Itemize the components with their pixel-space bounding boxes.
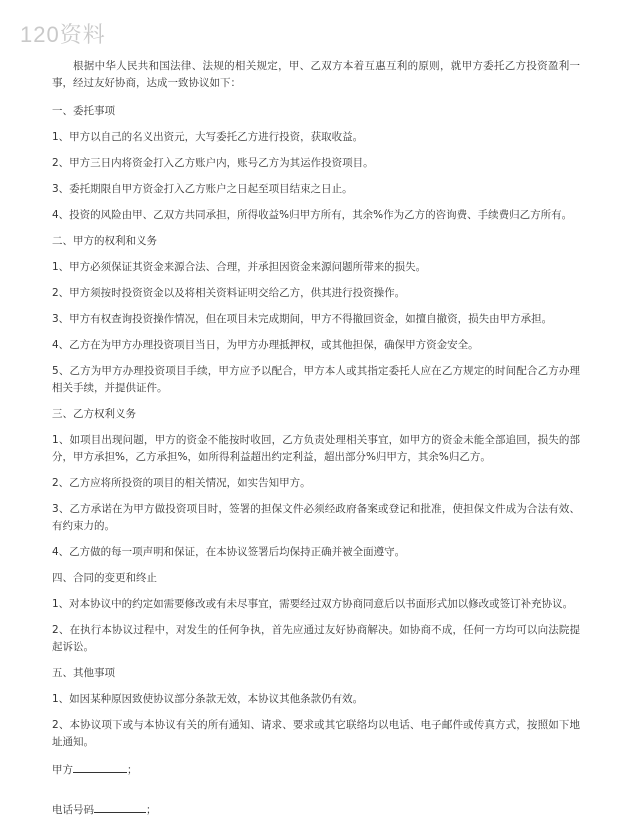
clause: 1、对本协议中的约定如需要修改或有未尽事宜，需要经过双方协商同意后以书面形式加以修改或签订补充协议。 (52, 598, 574, 610)
clause: 5、乙方为甲方办理投资项目手续，甲方应予以配合，甲方本人或其指定委托人应在乙方规定的时间配合乙方办理相关手续，并提供证件。 (52, 365, 580, 394)
party-a-end: ； (127, 764, 138, 776)
clause: 2、乙方应将所投资的项目的相关情况，如实告知甲方。 (52, 477, 311, 489)
agreement-document (52, 58, 580, 840)
clause: 2、甲方须按时投资资金以及将相关资料证明交给乙方，供其进行投资操作。 (52, 287, 406, 299)
section-heading: 二、甲方的权利和义务 (52, 235, 157, 247)
section-change-termination (52, 570, 580, 656)
section-party-a-rights (52, 233, 580, 397)
phone-field (52, 800, 580, 819)
clause: 4、投资的风险由甲、乙双方共同承担，所得收益%归甲方所有，其余%作为乙方的咨询费、手续费归乙方所有。 (52, 209, 573, 221)
party-a-blank[interactable] (73, 760, 127, 773)
section-other-matters (52, 665, 580, 751)
clause: 4、乙方在为甲方办理投资项目当日，为甲方办理抵押权，或其他担保，确保甲方资金安全。 (52, 339, 479, 351)
section-heading: 一、委托事项 (52, 105, 115, 117)
section-entrusted-matters (52, 103, 580, 224)
clause: 1、甲方必须保证其资金来源合法、合理，并承担因资金来源问题所带来的损失。 (52, 261, 427, 273)
section-heading: 三、乙方权利义务 (52, 408, 136, 420)
party-a-label: 甲方 (52, 764, 73, 776)
phone-end: ； (146, 804, 157, 816)
intro-paragraph: 根据中华人民共和国法律、法规的相关规定，甲、乙双方本着互惠互利的原则，就甲方委托乙方投资盈利一事，经过友好协商，达成一致协议如下： (52, 60, 580, 89)
watermark: 120资料 (20, 22, 106, 47)
party-a-field (52, 760, 580, 779)
clause: 2、甲方三日内将资金打入乙方账户内，账号乙方为其运作投资项目。 (52, 157, 374, 169)
section-heading: 五、其他事项 (52, 667, 115, 679)
clause: 3、甲方有权查询投资操作情况，但在项目未完成期间，甲方不得撤回资金，如擅自撤资，损失由甲方承担。 (52, 313, 553, 325)
clause: 2、本协议项下或与本协议有关的所有通知、请求、要求或其它联络均以电话、电子邮件或传真方式，按照如下地址通知。 (52, 719, 580, 748)
clause: 4、乙方做的每一项声明和保证，在本协议签署后均保持正确并被全面遵守。 (52, 546, 406, 558)
clause: 3、委托期限自甲方资金打入乙方账户之日起至项目结束之日止。 (52, 183, 353, 195)
section-heading: 四、合同的变更和终止 (52, 572, 157, 584)
clause: 3、乙方承诺在为甲方做投资项目时，签署的担保文件必须经政府备案或登记和批准，使担保文件成为合法有效、有约束力的。 (52, 503, 580, 532)
clause: 1、如项目出现问题，甲方的资金不能按时收回，乙方负责处理相关事宜，如甲方的资金未能全部追回，损失的部分，甲方承担%，乙方承担%，如所得利益超出约定利益，超出部分%归甲方，其余%归乙方。 (52, 434, 580, 463)
clause: 1、如因某种原因致使协议部分条款无效，本协议其他条款仍有效。 (52, 693, 364, 705)
clause: 1、甲方以自己的名义出资元，大写委托乙方进行投资，获取收益。 (52, 131, 364, 143)
section-party-b-rights (52, 406, 580, 561)
clause: 2、在执行本协议过程中，对发生的任何争执，首先应通过友好协商解决。如协商不成，任何一方均可以向法院提起诉讼。 (52, 624, 580, 653)
phone-blank[interactable] (94, 800, 146, 813)
phone-label: 电话号码 (52, 804, 94, 816)
